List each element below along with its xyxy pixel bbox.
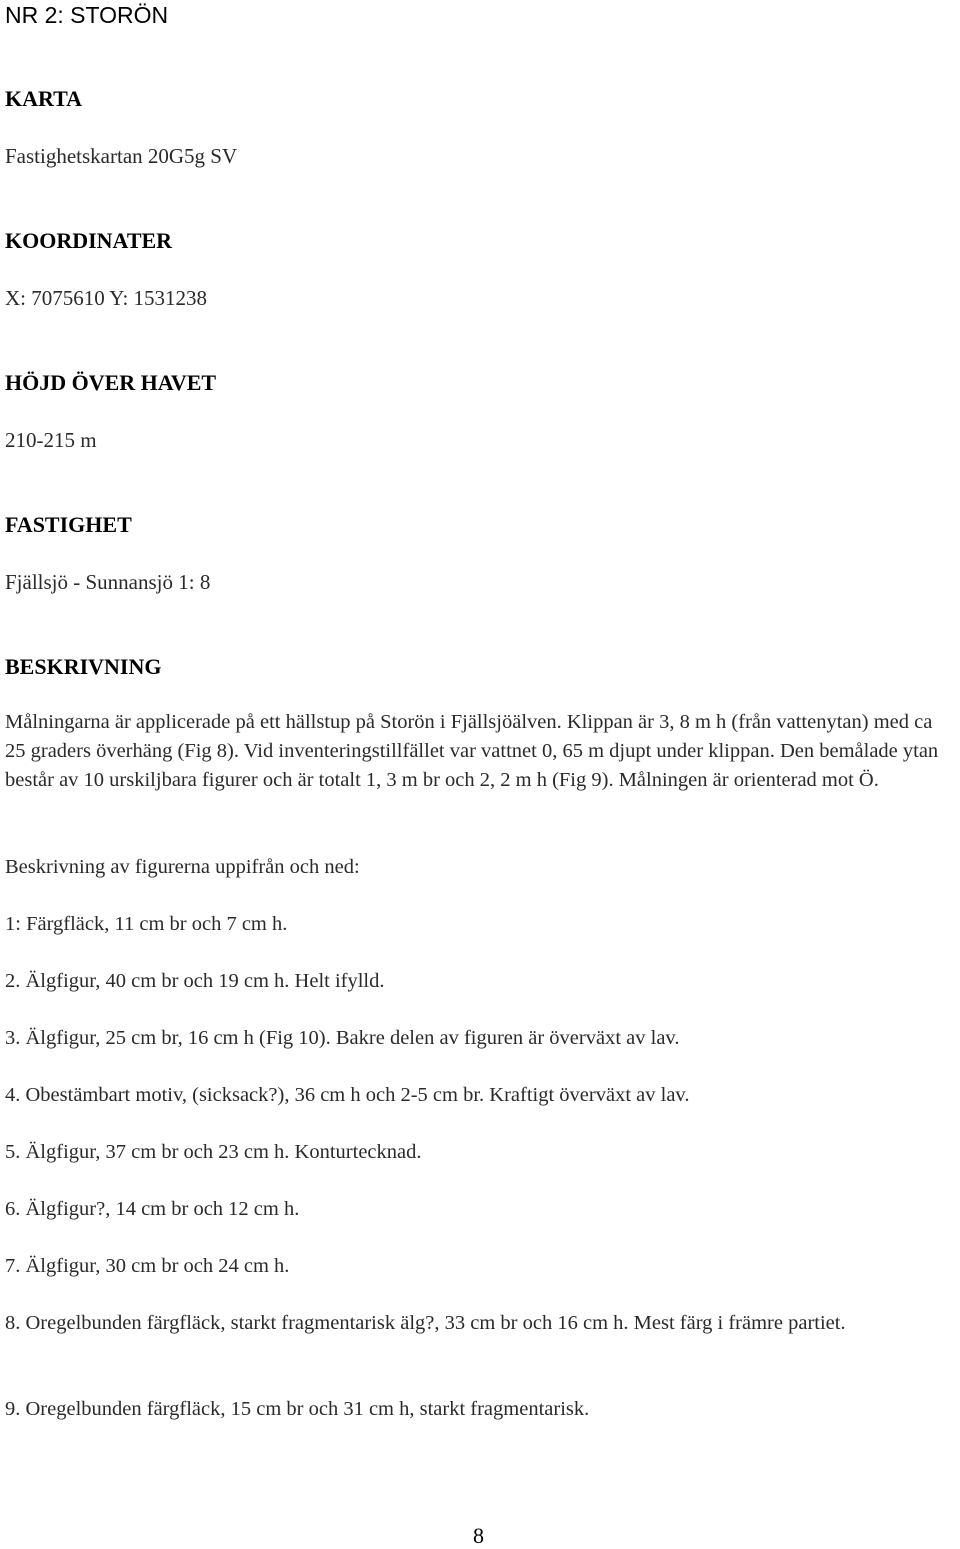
figure-item-9: 9. Oregelbunden färgfläck, 15 cm br och 31 cm h, starkt fragmentarisk. [5, 1398, 590, 1420]
description-paragraph: Målningarna är applicerade på ett hällstup på Storön i Fjällsjöälven. Klippan är 3, 8 m h (från vattenytan) med ca 25 graders överhäng (Fig 8). Vid inventeringstillfället var vattnet 0, 65 m djupt under klippan. Den bemålade ytan består av 10 urskiljbara figurer och är totalt 1, 3 m br och 2, 2 m h (Fig 9). Målningen är orienterad mot Ö. [5, 711, 939, 791]
figure-item-5: 5. Älgfigur, 37 cm br och 23 cm h. Konturtecknad. [5, 1141, 422, 1163]
figure-item-6: 6. Älgfigur?, 14 cm br och 12 cm h. [5, 1198, 300, 1220]
heading-koordinater: KOORDINATER [5, 228, 173, 253]
value-fastighet: Fjällsjö - Sunnansjö 1: 8 [5, 570, 211, 594]
value-karta: Fastighetskartan 20G5g SV [5, 144, 238, 168]
heading-hojd: HÖJD ÖVER HAVET [5, 370, 217, 395]
heading-karta: KARTA [5, 86, 83, 111]
figure-item-4: 4. Obestämbart motiv, (sicksack?), 36 cm h och 2-5 cm br. Kraftigt överväxt av lav. [5, 1084, 690, 1106]
figure-item-7: 7. Älgfigur, 30 cm br och 24 cm h. [5, 1255, 290, 1277]
figure-item-2: 2. Älgfigur, 40 cm br och 19 cm h. Helt ifylld. [5, 970, 385, 992]
figures-intro: Beskrivning av figurerna uppifrån och ned: [5, 856, 360, 878]
value-koordinater: X: 7075610 Y: 1531238 [5, 286, 208, 310]
document-title: NR 2: STORÖN [5, 2, 169, 28]
figure-item-1: 1: Färgfläck, 11 cm br och 7 cm h. [5, 913, 288, 935]
heading-beskrivning: BESKRIVNING [5, 654, 162, 679]
figure-item-8: 8. Oregelbunden färgfläck, starkt fragmentarisk älg?, 33 cm br och 16 cm h. Mest färg i främre partiet. [5, 1312, 846, 1334]
page-number: 8 [473, 1523, 484, 1548]
value-hojd: 210-215 m [5, 428, 97, 452]
figure-item-3: 3. Älgfigur, 25 cm br, 16 cm h (Fig 10). Bakre delen av figuren är överväxt av lav. [5, 1027, 680, 1049]
heading-fastighet: FASTIGHET [5, 512, 132, 537]
